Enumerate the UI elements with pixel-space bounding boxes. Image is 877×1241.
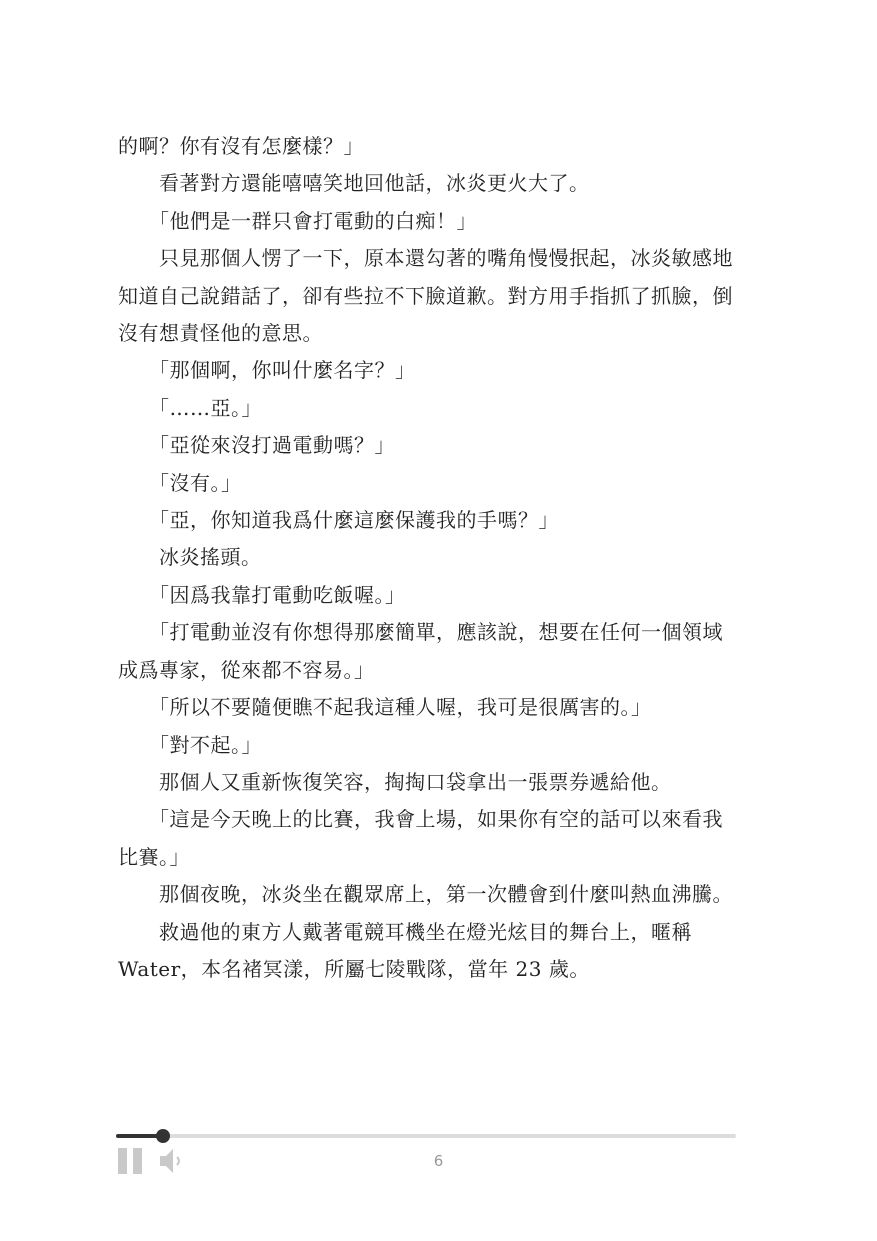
paragraph: 冰炎搖頭。: [118, 545, 262, 570]
paragraph: 「亞從來沒打過電動嗎？」: [118, 433, 395, 458]
paragraph: 那個夜晚，冰炎坐在觀眾席上，第一次體會到什麼叫熱血沸騰。: [118, 882, 733, 907]
page-text: [118, 128, 743, 988]
paragraph: 「……亞。」: [118, 395, 262, 420]
paragraph: 「對不起。」: [118, 732, 262, 757]
paragraph: 「因爲我靠打電動吃飯喔。」: [118, 582, 406, 607]
paragraph: 「那個啊，你叫什麼名字？」: [118, 358, 416, 383]
paragraph: 那個人又重新恢復笑容，掏掏口袋拿出一張票券遞給他。: [118, 769, 672, 794]
paragraph: 只見那個人愣了一下，原本還勾著的嘴角慢慢抿起，冰炎敏感地知道自己說錯話了，卻有些拉不下臉道歉。對方用手指抓了抓臉，倒沒有想責怪他的意思。: [118, 246, 733, 346]
paragraph: 「打電動並沒有你想得那麼簡單，應該說，想要在任何一個領域成爲專家，從來都不容易。」: [118, 620, 723, 682]
paragraph: 「亞，你知道我爲什麼這麼保護我的手嗎？」: [118, 508, 559, 533]
paragraph: 「他們是一群只會打電動的白痴！」: [118, 208, 477, 233]
progress-track[interactable]: [116, 1134, 736, 1138]
paragraph: 看著對方還能嘻嘻笑地回他話，冰炎更火大了。: [118, 171, 590, 196]
paragraph: 「沒有。」: [118, 470, 242, 495]
paragraph: 救過他的東方人戴著電競耳機坐在燈光炫目的舞台上，暱稱Water，本名褚冥漾，所屬七陵戰隊，當年 23 歲。: [118, 919, 692, 981]
paragraph: 「所以不要隨便瞧不起我這種人喔，我可是很厲害的。」: [118, 695, 652, 720]
paragraph: 「這是今天晚上的比賽，我會上場，如果你有空的話可以來看我比賽。」: [118, 807, 723, 869]
page-number: 6: [433, 1152, 444, 1170]
audio-player: [116, 1120, 738, 1180]
progress-knob[interactable]: [156, 1129, 170, 1143]
paragraph: 的啊？你有沒有怎麼樣？」: [118, 134, 364, 158]
